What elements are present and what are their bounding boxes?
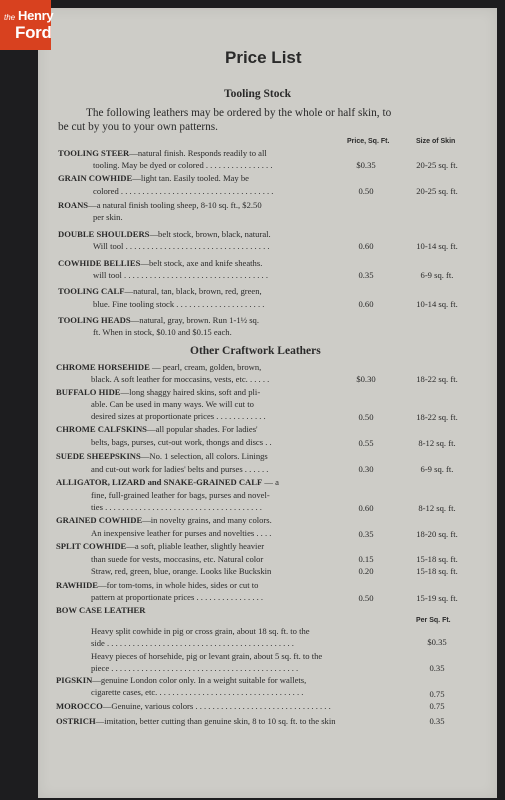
entry-desc: —for tom-toms, in whole hides, sides or cut to: [98, 580, 259, 590]
entry-size: 15-19 sq. ft.: [416, 593, 458, 603]
entry-size: 6-9 sq. ft.: [420, 270, 454, 280]
price-list-page: [38, 8, 497, 798]
entry-desc: — pearl, cream, golden, brown,: [149, 362, 262, 372]
entry-price-alt: 0.20: [358, 566, 374, 576]
entry-desc-line: Will tool . . . . . . . . . . . . . . . . . . . . . . . . . . . . . . . . . .: [93, 241, 270, 251]
entry-price: 0.60: [358, 503, 374, 513]
entry-suede-sheepskins-line-1: [56, 450, 268, 462]
entry-desc-line: desired sizes at proportionate prices . . . . . . . . . . . .: [91, 411, 266, 421]
entry-desc: —natural, gray, brown. Run 1-1½ sq.: [130, 315, 259, 325]
entry-name: TOOLING STEER: [58, 148, 130, 158]
entry-desc: —genuine London color only. In a weight suitable for wallets,: [92, 675, 307, 685]
entry-price: 0.75: [429, 689, 445, 699]
entry-split-cowhide-line-1: [56, 540, 264, 552]
entry-name: PIGSKIN: [56, 675, 93, 685]
entry-desc-line: belts, bags, purses, cut-out work, thongs and discs . .: [91, 437, 272, 447]
entry-name: CHROME CALFSKINS: [56, 424, 147, 434]
entry-price: 0.60: [358, 241, 374, 251]
entry-desc: —natural finish. Responds readily to all: [129, 148, 267, 158]
entry-desc-line: Straw, red, green, blue, orange. Looks like Buckskin: [91, 566, 272, 576]
entry-desc-line: cigarette cases, etc. . . . . . . . . . . . . . . . . . . . . . . . . . . . . . . . . . .: [91, 687, 304, 697]
entry-desc: —belt stock, brown, black, natural.: [149, 229, 271, 239]
entry-pigskin-line-1: [56, 674, 306, 686]
entry-price: 0.55: [358, 438, 374, 448]
entry-desc-line: per skin.: [93, 212, 123, 222]
entry-name: ROANS: [58, 200, 89, 210]
entry-desc-line: and cut-out work for ladies' belts and purses . . . . . .: [91, 464, 269, 474]
entry-ostrich-line-1: [56, 715, 336, 727]
entry-desc: —Genuine, various colors . . . . . . . . . . . . . . . . . . . . . . . . . . . . . . . .: [102, 701, 331, 711]
entry-name: SUEDE SHEEPSKINS: [56, 451, 141, 461]
entry-price: 0.35: [429, 716, 445, 726]
entry-desc-line: An inexpensive leather for purses and novelties . . . .: [91, 528, 272, 538]
entry-name: GRAIN COWHIDE: [58, 173, 133, 183]
entry-desc: —all popular shades. For ladies': [146, 424, 258, 434]
entry-chrome-calfskins-line-1: [56, 423, 258, 435]
entry-desc-line: colored . . . . . . . . . . . . . . . . . . . . . . . . . . . . . . . . . . . .: [93, 186, 274, 196]
entry-desc-line: ft. When in stock, $0.10 and $0.15 each.: [93, 327, 232, 337]
entry-grain-cowhide-line-1: [58, 172, 249, 184]
entry-cowhide-bellies-line-1: [58, 257, 262, 269]
entry-desc: —a natural finish tooling sheep, 8-10 sq. ft., $2.50: [88, 200, 262, 210]
entry-price: 0.35: [429, 663, 445, 673]
entry-price: $0.30: [356, 374, 376, 384]
entry-rawhide-line-1: [56, 579, 258, 591]
entry-price: 0.50: [358, 186, 374, 196]
size-column-header: Size of Skin: [416, 138, 456, 145]
entry-name: GRAINED COWHIDE: [56, 515, 143, 525]
entry-desc: —No. 1 selection, all colors. Linings: [140, 451, 268, 461]
entry-name: OSTRICH: [56, 716, 96, 726]
entry-grained-cowhide-line-1: [56, 514, 272, 526]
tooling-stock-heading: Tooling Stock: [224, 88, 292, 100]
entry-size: 15-18 sq. ft.: [416, 554, 458, 564]
page-title: Price List: [225, 48, 302, 67]
entry-desc-line: ties . . . . . . . . . . . . . . . . . . . . . . . . . . . . . . . . . . . . .: [91, 502, 262, 512]
entry-size: 20-25 sq. ft.: [416, 186, 458, 196]
entry-desc-line: able. Can be used in many ways. We will cut to: [91, 399, 254, 409]
entry-double-shoulders-line-1: [58, 228, 271, 240]
entry-size: 18-20 sq. ft.: [416, 529, 458, 539]
entry-size: 10-14 sq. ft.: [416, 299, 458, 309]
entry-desc: —belt stock, axe and knife sheaths.: [140, 258, 263, 268]
entry-desc: —imitation, better cutting than genuine skin, 8 to 10 sq. ft. to the skin: [95, 716, 336, 726]
entry-morocco-line-1: [56, 700, 331, 712]
entry-desc: —light tan. Easily tooled. May be: [132, 173, 249, 183]
entry-price: 0.50: [358, 412, 374, 422]
entry-name: DOUBLE SHOULDERS: [58, 229, 150, 239]
entry-desc: —natural, tan, black, brown, red, green,: [124, 286, 262, 296]
entry-name: SPLIT COWHIDE: [56, 541, 127, 551]
entry-tooling-heads-line-1: [58, 314, 259, 326]
logo-word-henry: Henry: [18, 8, 54, 23]
entry-desc-line: fine, full-grained leather for bags, purses and novel-: [91, 490, 270, 500]
entry-desc: —long shaggy haired skins, soft and pli-: [120, 387, 261, 397]
entry-name: CHROME HORSEHIDE: [56, 362, 150, 372]
entry-size: 8-12 sq. ft.: [418, 438, 456, 448]
entry-desc: — a: [262, 477, 279, 487]
logo-word-the: the: [4, 13, 16, 22]
entry-desc: —in novelty grains, and many colors.: [142, 515, 272, 525]
entry-desc-line: black. A soft leather for moccasins, vests, etc. . . . . .: [91, 374, 270, 384]
entry-name: TOOLING HEADS: [58, 315, 131, 325]
entry-name: ALLIGATOR, LIZARD and SNAKE-GRAINED CALF: [56, 477, 263, 487]
entry-size: 18-22 sq. ft.: [416, 374, 458, 384]
entry-desc-line: side . . . . . . . . . . . . . . . . . . . . . . . . . . . . . . . . . . . . . . . . . . . .: [91, 638, 294, 648]
entry-price: $0.35: [427, 637, 447, 647]
entry-price: 0.50: [358, 593, 374, 603]
entry-desc: —a soft, pliable leather, slightly heavier: [126, 541, 265, 551]
entry-desc-line: pattern at proportionate prices . . . . . . . . . . . . . . . .: [91, 592, 264, 602]
other-craftwork-heading: Other Craftwork Leathers: [190, 345, 321, 357]
entry-price: 0.35: [358, 529, 374, 539]
entry-price: 0.60: [358, 299, 374, 309]
entry-name: TOOLING CALF: [58, 286, 125, 296]
entry-buffalo-hide-line-1: [56, 386, 260, 398]
price-column-header: Price, Sq. Ft.: [347, 138, 390, 145]
intro-line-1: The following leathers may be ordered by the whole or half skin, to: [86, 107, 392, 119]
per-sq-ft-header: Per Sq. Ft.: [416, 617, 451, 624]
entry-desc-line: tooling. May be dyed or colored . . . . . . . . . . . . . . . .: [93, 160, 273, 170]
entry-bow-case-leather-heading: BOW CASE LEATHER: [56, 605, 146, 615]
entry-desc-line: will tool . . . . . . . . . . . . . . . . . . . . . . . . . . . . . . . . . .: [93, 270, 268, 280]
entry-name: BUFFALO HIDE: [56, 387, 121, 397]
entry-desc-line: than suede for vests, moccasins, etc. Natural color: [91, 554, 264, 564]
entry-size: 20-25 sq. ft.: [416, 160, 458, 170]
entry-alligator-line-1: [56, 476, 279, 488]
henry-ford-logo: [0, 0, 54, 50]
entry-tooling-calf-line-1: [58, 285, 262, 297]
entry-roans-line-1: [58, 199, 262, 211]
entry-size: 8-12 sq. ft.: [418, 503, 456, 513]
entry-name: RAWHIDE: [56, 580, 99, 590]
entry-chrome-horsehide-line-1: [56, 361, 261, 373]
logo-word-ford: Ford: [15, 23, 52, 42]
entry-name: COWHIDE BELLIES: [58, 258, 141, 268]
entry-price: 0.15: [358, 554, 374, 564]
entry-size: 10-14 sq. ft.: [416, 241, 458, 251]
entry-name: MOROCCO: [56, 701, 103, 711]
entry-price: 0.30: [358, 464, 374, 474]
entry-desc-line: blue. Fine tooling stock . . . . . . . . . . . . . . . . . . . . .: [93, 299, 265, 309]
entry-price: 0.75: [429, 701, 445, 711]
entry-size: 18-22 sq. ft.: [416, 412, 458, 422]
intro-line-2: be cut by you to your own patterns.: [58, 121, 219, 133]
entry-price: 0.35: [358, 270, 374, 280]
entry-size: 6-9 sq. ft.: [420, 464, 454, 474]
entry-price: $0.35: [356, 160, 376, 170]
entry-desc-line: Heavy pieces of horsehide, pig or levant grain, about 5 sq. ft. to the: [91, 651, 323, 661]
entry-desc-line: Heavy split cowhide in pig or cross grain, about 18 sq. ft. to the: [91, 626, 310, 636]
entry-desc-line: piece . . . . . . . . . . . . . . . . . . . . . . . . . . . . . . . . . . . . . . . . . . . .: [91, 663, 299, 673]
entry-tooling-steer-line-1: [58, 147, 267, 159]
entry-size-alt: 15-18 sq. ft.: [416, 566, 458, 576]
